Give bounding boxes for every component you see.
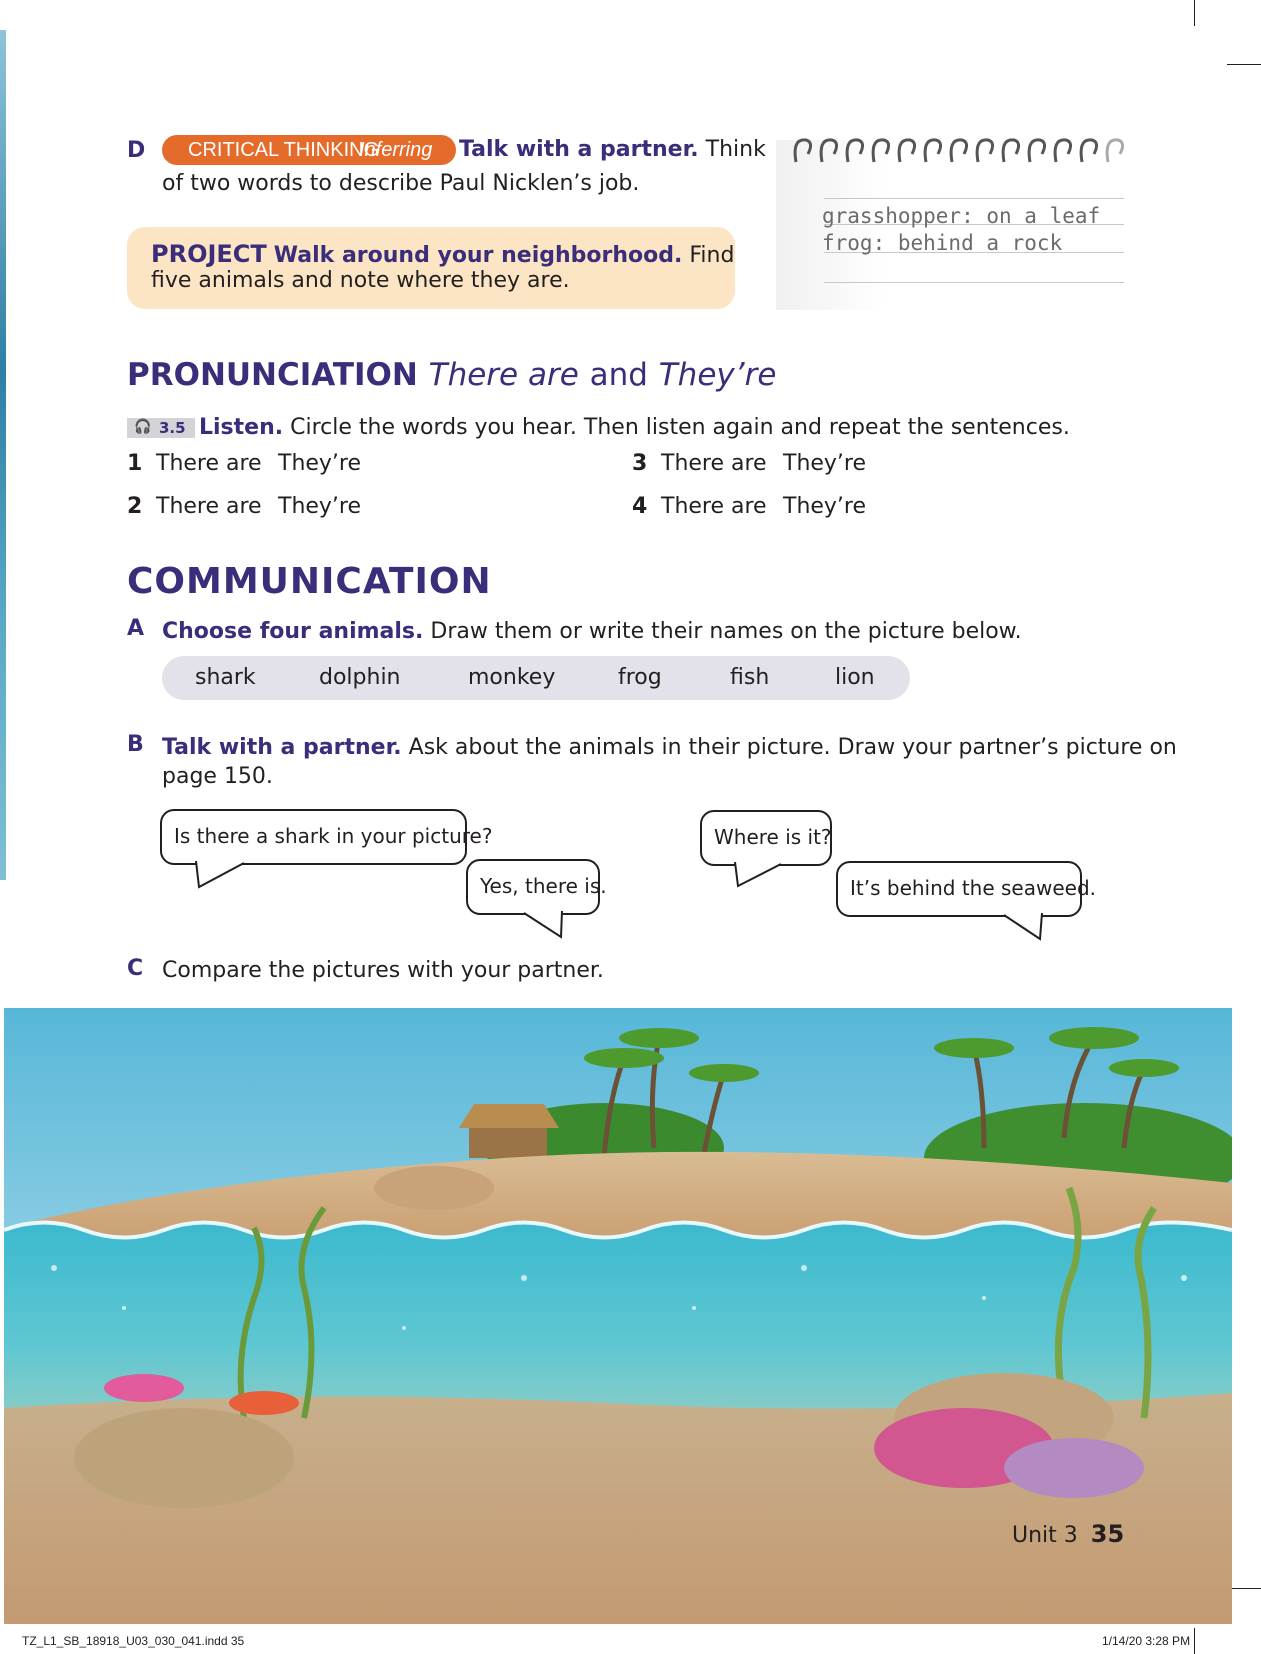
page-number: 35 <box>1090 1520 1125 1548</box>
badge-label: CRITICAL THINKING <box>188 139 380 161</box>
left-edge-image-strip <box>0 30 6 880</box>
right-coral <box>1004 1438 1144 1498</box>
speech-bubble-answer: Yes, there is. <box>466 859 600 915</box>
section-letter-a: A <box>127 616 145 641</box>
audio-track-badge[interactable] <box>127 418 195 438</box>
page-number-label <box>1012 1520 1124 1548</box>
crop-mark <box>1194 1628 1195 1654</box>
section-d-text: Think <box>705 137 766 162</box>
audio-track-number: 3.5 <box>159 419 186 437</box>
pronunciation-title: PRONUNCIATION <box>127 357 418 393</box>
word-bank-item: dolphin <box>319 665 401 690</box>
section-b-text: Ask about the animals in their picture. Draw your partner’s picture on <box>408 735 1177 760</box>
word-bank-item: lion <box>835 665 875 690</box>
project-text: Find <box>689 243 735 268</box>
option-theyre[interactable]: They’re <box>783 494 867 519</box>
listen-text: Circle the words you hear. Then listen again and repeat the sentences. <box>290 415 1070 440</box>
left-coral <box>229 1391 299 1415</box>
notebook-illustration <box>776 140 1140 310</box>
notebook-line-2: frog: behind a rock <box>822 231 1063 255</box>
section-d-bold: Talk with a partner. <box>459 137 699 162</box>
item-number: 4 <box>632 494 648 519</box>
speech-bubble-tail <box>733 862 793 892</box>
option-there-are[interactable]: There are <box>661 451 767 476</box>
section-b-line2: page 150. <box>162 764 273 789</box>
pronunciation-italic-1: There are <box>428 357 579 393</box>
speech-bubble-tail <box>194 861 254 891</box>
section-letter-c: C <box>127 956 144 981</box>
pron-item-1 <box>127 448 362 480</box>
left-rock <box>74 1408 294 1508</box>
pron-item-2 <box>127 491 362 523</box>
item-number: 3 <box>632 451 648 476</box>
print-date: 1/14/20 3:28 PM <box>1102 1634 1191 1648</box>
section-a-instruction <box>162 616 1022 648</box>
project-label: PROJECT <box>151 240 267 268</box>
pronunciation-heading <box>127 357 776 393</box>
section-d-line1 <box>459 134 766 166</box>
section-a-text: Draw them or write their names on the picture below. <box>430 619 1022 644</box>
pron-item-3 <box>632 448 867 480</box>
badge-sublabel: Inferring <box>359 139 433 161</box>
project-bold: Walk around your neighborhood. <box>273 243 683 268</box>
crop-mark <box>1227 64 1261 65</box>
section-b-bold: Talk with a partner. <box>162 735 402 760</box>
word-bank-item: monkey <box>468 665 556 690</box>
option-there-are[interactable]: There are <box>156 494 262 519</box>
section-b-line1 <box>162 732 1177 764</box>
section-letter-b: B <box>127 732 144 757</box>
listen-bold: Listen. <box>199 415 284 440</box>
section-d-line2: of two words to describe Paul Nicklen’s job. <box>162 171 640 196</box>
project-line2: five animals and note where they are. <box>151 268 570 293</box>
spiral-binding-icon <box>776 132 1140 172</box>
speech-bubble-location: It’s behind the seaweed. <box>836 861 1082 917</box>
communication-heading: COMMUNICATION <box>127 561 492 602</box>
speech-bubble-question: Is there a shark in your picture? <box>160 809 467 865</box>
file-slug: TZ_L1_SB_18918_U03_030_041.indd 35 <box>22 1634 245 1648</box>
option-theyre[interactable]: They’re <box>278 451 362 476</box>
listen-instruction <box>199 412 1070 444</box>
word-bank-item: shark <box>195 665 256 690</box>
word-bank-item: frog <box>618 665 662 690</box>
pron-item-4 <box>632 491 867 523</box>
item-number: 1 <box>127 451 143 476</box>
section-c-text: Compare the pictures with your partner. <box>162 958 604 983</box>
word-bank-item: fish <box>730 665 770 690</box>
section-letter-d: D <box>127 138 146 163</box>
pronunciation-italic-2: They’re <box>658 357 777 393</box>
unit-label: Unit 3 <box>1012 1523 1078 1548</box>
headphones-icon: 🎧 <box>134 419 152 435</box>
option-theyre[interactable]: They’re <box>278 494 362 519</box>
project-box <box>127 227 735 309</box>
option-there-are[interactable]: There are <box>661 494 767 519</box>
item-number: 2 <box>127 494 143 519</box>
crop-mark <box>1227 1588 1261 1589</box>
beach-hut <box>459 1104 559 1158</box>
pronunciation-and: and <box>589 357 648 393</box>
speech-bubble-tail <box>520 911 570 941</box>
option-there-are[interactable]: There are <box>156 451 262 476</box>
speech-bubble-tail <box>1000 913 1050 943</box>
beach-rock <box>374 1166 494 1210</box>
left-coral <box>104 1374 184 1402</box>
critical-thinking-badge <box>162 135 456 165</box>
speech-bubble-where: Where is it? <box>700 810 832 866</box>
crop-mark <box>1194 0 1195 26</box>
section-a-bold: Choose four animals. <box>162 619 424 644</box>
option-theyre[interactable]: They’re <box>783 451 867 476</box>
word-bank <box>162 656 910 700</box>
notebook-line-1: grasshopper: on a leaf <box>822 204 1101 228</box>
